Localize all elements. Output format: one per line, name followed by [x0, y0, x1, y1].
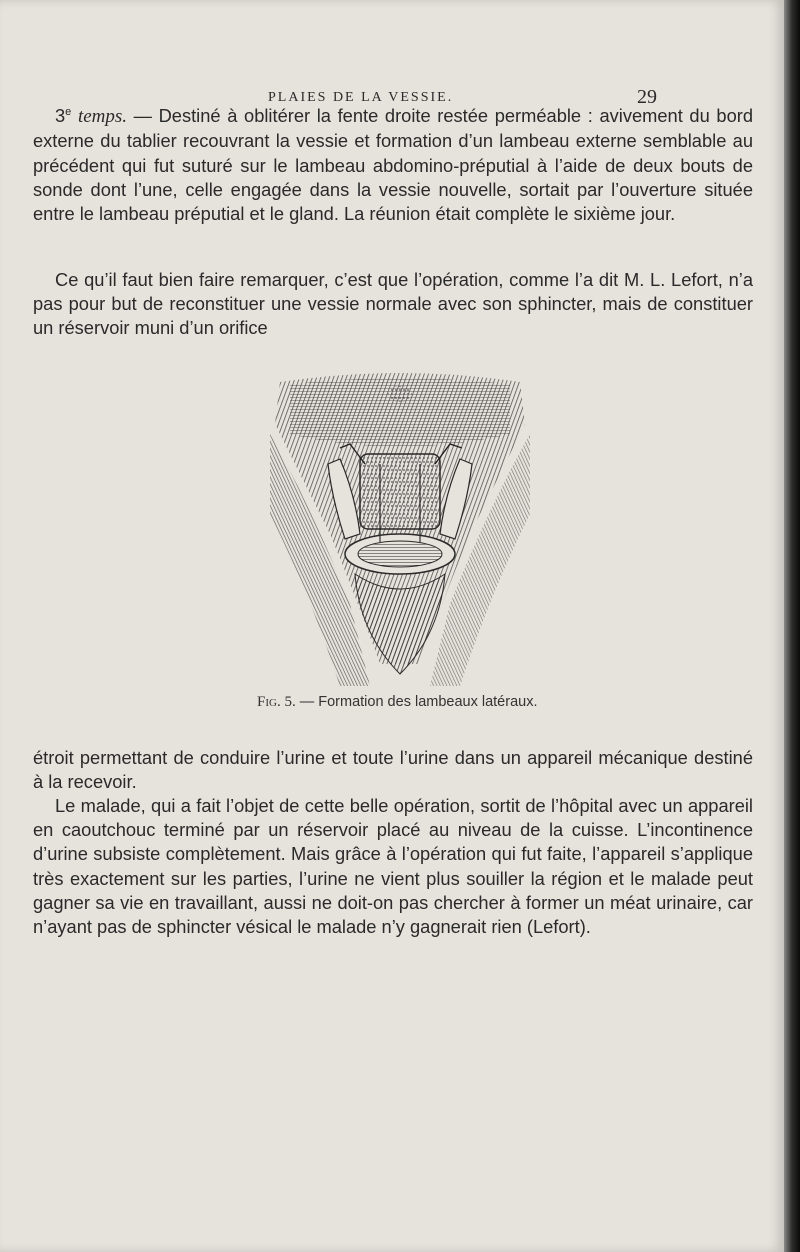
- figure-caption: [257, 694, 537, 711]
- stage-word: temps.: [77, 106, 128, 128]
- paragraph-text: — Destiné à oblitérer la fente droite restée perméable : avivement du bord externe du tablier recouvrant la vessie et formation d’un lambeau externe semblable au précédent qui fut suturé sur le lambeau abdomino-préputial à l’aide de deux bouts de sonde dont l’une, celle engagée dans la vessie nouvelle, sortait par l’ouverture située entre le lambeau préputial et le gland. La réunion était complète le sixième jour.: [33, 105, 753, 224]
- running-head: PLAIES DE LA VESSIE.: [268, 90, 454, 105]
- paragraph-continued: [33, 746, 753, 794]
- figure-label: Fig. 5.: [257, 694, 296, 710]
- paragraph-text: Le malade, qui a fait l’objet de cette belle opération, sortit de l’hôpital avec un appareil en caoutchouc terminé par un réservoir placé au niveau de la cuisse. L’incontinence d’urine subsiste complètement. Mais grâce à l’opération qui fut faite, l’appareil s’applique très exactement sur les parties, l’urine ne vient plus souiller la région et le malade peut gagner sa vie en travaillant, aussi ne doit-on pas chercher à former un méat urinaire, car n’ayant pas de sphincter vésical le malade n’y gagnerait rien (Lefort).: [33, 795, 753, 938]
- paragraph-text: Ce qu’il faut bien faire remarquer, c’est que l’opération, comme l’a dit M. L. Lefort, n’a pas pour but de reconstituer une vessie normale avec son sphincter, mais de constituer un réservoir muni d’un orifice: [33, 269, 753, 339]
- engraving-figure: [270, 364, 530, 688]
- paragraph-text: étroit permettant de conduire l’urine et toute l’urine dans un appareil mécanique destiné à la recevoir.: [33, 747, 753, 793]
- stage-superscript: e: [65, 106, 72, 118]
- figure-caption-text: — Formation des lambeaux latéraux.: [295, 694, 538, 710]
- paragraph-outcome: [33, 794, 753, 939]
- paragraph-third-stage: [33, 100, 753, 226]
- page-edge: [784, 0, 800, 1252]
- paragraph-remark: [33, 268, 753, 341]
- page-number: 29: [637, 86, 657, 108]
- stage-number: 3: [55, 105, 66, 127]
